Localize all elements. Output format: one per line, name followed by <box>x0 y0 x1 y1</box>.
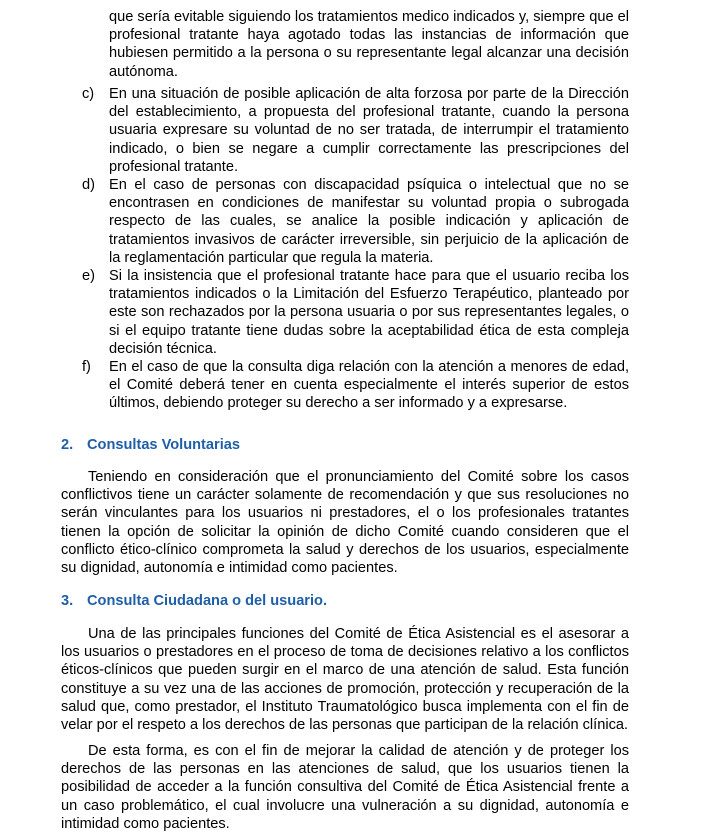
list-letter: d) <box>82 177 95 193</box>
list-text: En el caso de que la consulta diga relación con la atención a menores de edad, el Comité deberá tener en cuenta especialmente el interés superior de estos últimos, debiendo proteger su derecho a ser informado y a expresarse. <box>109 359 629 412</box>
section-2-heading <box>61 436 240 454</box>
section-number: 3. <box>61 593 74 609</box>
section-number: 2. <box>61 437 74 453</box>
section-3-paragraph-2: De esta forma, es con el fin de mejorar la calidad de atención y de proteger los derechos de las personas en las atenciones de salud, que los usuarios tienen la posibilidad de acceder a la función consultiva del Comité de Ética Asistencial frente a un caso problemático, el cual involucre una vulneración a su dignidad, autonomía e intimidad como pacientes. <box>61 743 629 832</box>
list-text: Si la insistencia que el profesional tratante hace para que el usuario reciba los tratamientos indicados o la Limitación del Esfuerzo Terapéutico, planteado por este son rechazados por la persona usuaria o por sus representantes legales, o si el equipo tratante tiene dudas sobre la aceptabilidad ética de esta compleja decisión técnica. <box>109 268 629 357</box>
list-letter: f) <box>82 359 91 375</box>
list-letter: e) <box>82 268 95 284</box>
list-text: En una situación de posible aplicación de alta forzosa por parte de la Dirección del establecimiento, a propuesta del profesional tratante, cuando la persona usuaria expresare su voluntad de no ser tratada, de interrumpir el tratamiento indicado, o bien se negare a cumplir correctamente las prescripciones del profesional tratante. <box>109 86 629 175</box>
section-2-paragraph: Teniendo en consideración que el pronunciamiento del Comité sobre los casos conflictivos tiene un carácter solamente de recomendación y que sus resoluciones no serán vinculantes para los usuarios ni prestadores, el o los profesionales tratantes tienen la opción de solicitar la opinión de dicho Comité cuando consideren que el conflicto ético-clínico comprometa la salud y derechos de los usuarios, especialmente su dignidad, autonomía e intimidad como pacientes. <box>61 469 629 577</box>
list-text: En el caso de personas con discapacidad psíquica o intelectual que no se encontrasen en condiciones de manifestar su voluntad propia o subrogada respecto de las cuales, se analice la posible indicación y aplicación de tratamientos invasivos de carácter irreversible, sin perjuicio de la aplicación de la reglamentación particular que regula la materia. <box>109 177 629 266</box>
section-title: Consultas Voluntarias <box>87 437 240 453</box>
section-3-heading <box>61 592 327 610</box>
continuation-paragraph: que sería evitable siguiendo los tratamientos medico indicados y, siempre que el profesional tratante haya agotado todas las instancias de información que hubiesen permitido a la persona o su representante legal alcanzar una decisión autónoma. <box>109 9 629 80</box>
section-3-paragraph-1: Una de las principales funciones del Comité de Ética Asistencial es el asesorar a los usuarios o prestadores en el proceso de toma de decisiones relativo a los conflictos éticos-clínicos que pueden surgir en el marco de una atención de salud. Esta función constituye a su vez una de las acciones de promoción, protección y recuperación de la salud que, como prestador, el Instituto Traumatológico busca implementa con el fin de velar por el respeto a los derechos de las personas que participan de la relación clínica. <box>61 626 629 734</box>
list-letter: c) <box>82 86 95 102</box>
section-title: Consulta Ciudadana o del usuario. <box>87 593 328 609</box>
